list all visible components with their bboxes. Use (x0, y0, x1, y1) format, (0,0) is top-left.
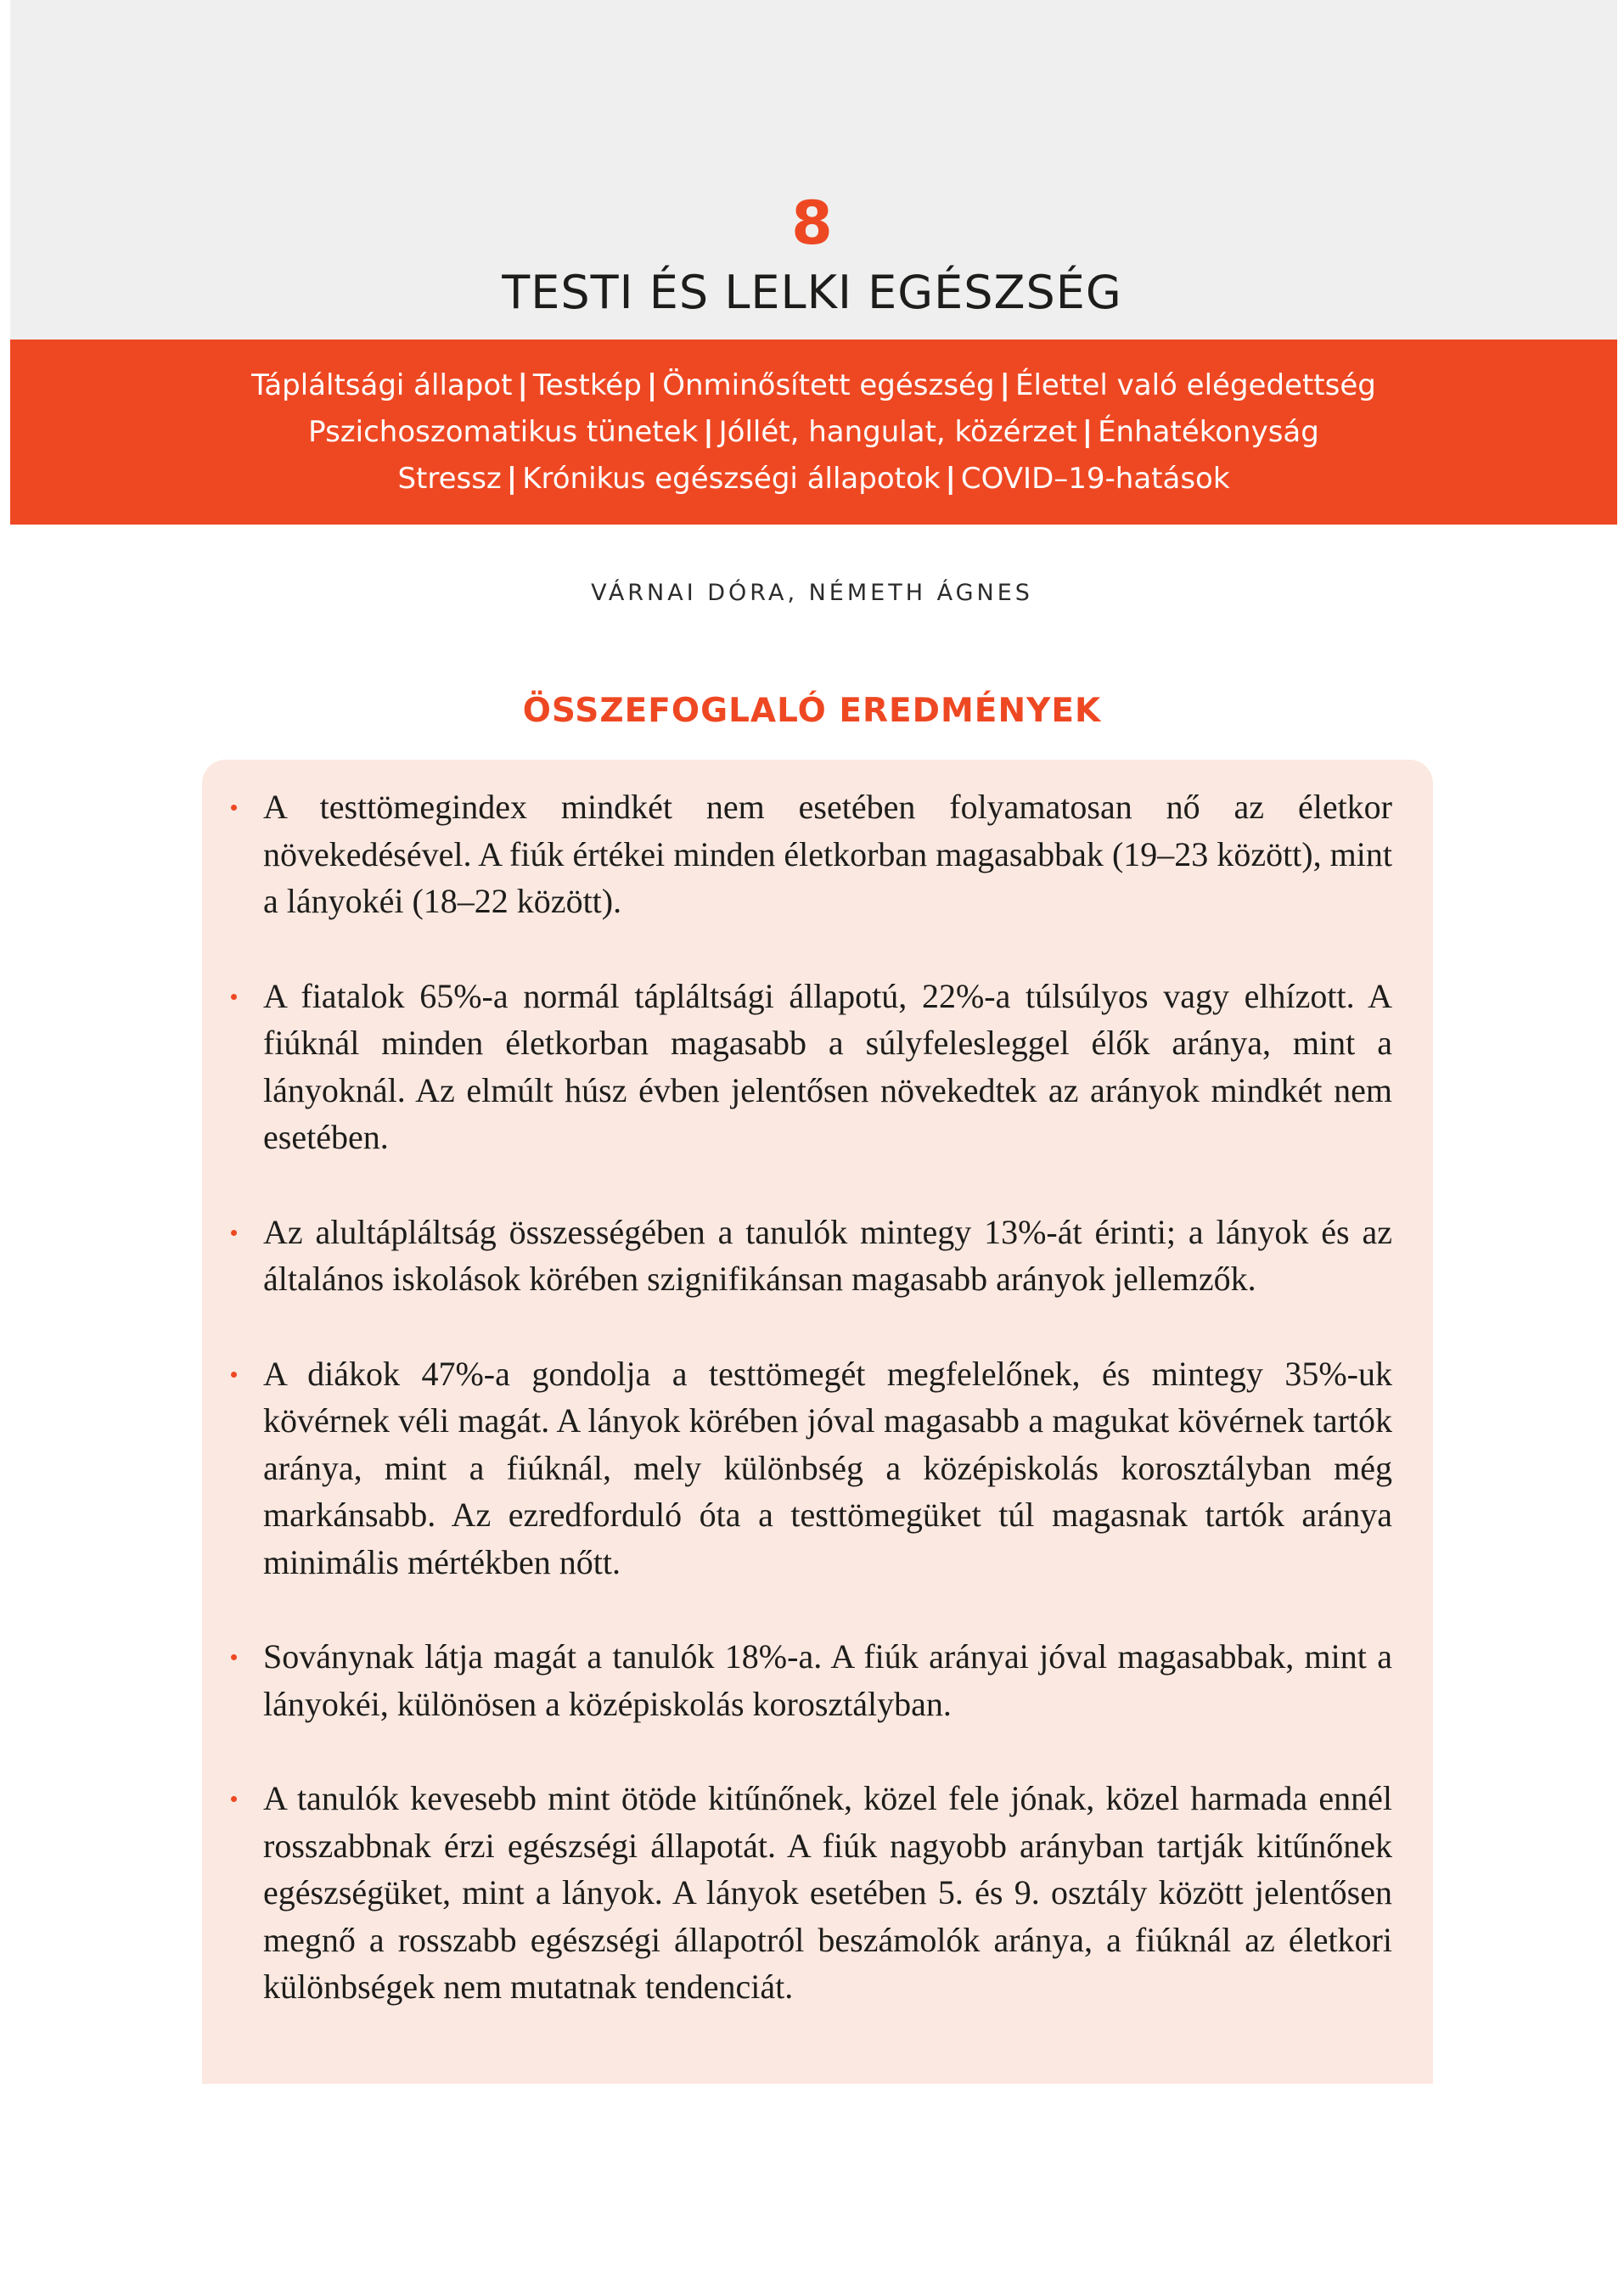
topic-item: Jóllét, hangulat, közérzet (718, 414, 1077, 449)
topic-separator: | (646, 368, 658, 402)
summary-bullet-text: A diákok 47%-a gondolja a testtömegét megfelelőnek, és mintegy 35%-uk kövérnek véli magát. A lányok körében jóval magasabb a magukat kövérnek tartók aránya, mint a fiúknál, mely különbség a középiskolás korosztályban még markánsabb. Az ezredforduló óta a testtömegüket túl magasnak tartók aránya minimális mértékben nőtt. (263, 1354, 1392, 1581)
summary-bullet-text: A testtömegindex mindkét nem esetében folyamatosan nő az életkor növekedésével. A fiúk értékei minden életkorban magasabbak (19–23 között), mint a lányokéi (18–22 között). (263, 788, 1392, 920)
topic-separator: | (703, 414, 714, 449)
summary-bullet (263, 1350, 1392, 1586)
summary-bullet-text: A fiatalok 65%-a normál tápláltsági állapotú, 22%-a túlsúlyos vagy elhízott. A fiúknál minden életkorban magasabb a súlyfelesleggel élők aránya, mint a lányoknál. Az elmúlt húsz évben jelentősen növekedtek az arányok mindkét nem esetében. (263, 976, 1392, 1156)
topic-separator: | (945, 461, 956, 496)
topic-separator: | (517, 368, 528, 402)
topic-separator: | (1082, 414, 1093, 449)
topics-line-3 (397, 456, 1229, 502)
bullet-dot-icon (231, 805, 237, 811)
bullet-dot-icon (231, 1796, 237, 1802)
summary-bullet (263, 1209, 1392, 1303)
summary-list (263, 783, 1392, 2058)
summary-bullet (263, 1633, 1392, 1727)
topic-item: Élettel való elégedettség (1014, 368, 1376, 402)
summary-bullet (263, 1775, 1392, 2011)
topic-item: Tápláltsági állapot (251, 368, 513, 402)
topic-item: Testkép (532, 368, 642, 402)
topic-item: Stressz (397, 461, 502, 496)
topic-item: Pszichoszomatikus tünetek (308, 414, 699, 449)
topics-band (10, 340, 1617, 525)
bullet-dot-icon (231, 1230, 237, 1236)
topic-item: Önminősített egészség (662, 368, 995, 402)
bullet-dot-icon (231, 1372, 237, 1378)
summary-bullet-text: Soványnak látja magát a tanulók 18%-a. A fiúk arányai jóval magasabbak, mint a lányokéi, különösen a középiskolás korosztályban. (263, 1637, 1392, 1723)
summary-bullet-text: Az alultápláltság összességében a tanulók mintegy 13%-át érinti; a lányok és az általános iskolások körében szignifikánsan magasabb arányok jellemzők. (263, 1212, 1392, 1298)
chapter-number: 8 (791, 188, 833, 258)
topic-separator: | (999, 368, 1010, 402)
authors: VÁRNAI DÓRA, NÉMETH ÁGNES (591, 580, 1033, 606)
summary-heading: ÖSSZEFOGLALÓ EREDMÉNYEK (522, 692, 1102, 730)
topic-separator: | (506, 461, 518, 496)
topic-item: COVID–19-hatások (960, 461, 1230, 496)
summary-bullet-text: A tanulók kevesebb mint ötöde kitűnőnek, közel fele jónak, közel harmada ennél rosszabbnak érzi egészségi állapotát. A fiúk nagyobb arányban tartják kitűnőnek egészségüket, mint a lányok. A lányok esetében 5. és 9. osztály között jelentősen megnő a rosszabb egészségi állapotról beszámolók aránya, a fiúknál az életkori különbségek nem mutatnak tendenciát. (263, 1779, 1392, 2006)
topic-item: Énhatékonyság (1098, 414, 1319, 449)
topics-line-1 (251, 362, 1376, 409)
summary-bullet (263, 973, 1392, 1161)
chapter-title: TESTI ÉS LELKI EGÉSZSÉG (502, 266, 1122, 319)
summary-box (202, 760, 1433, 2084)
summary-bullet (263, 783, 1392, 925)
bullet-dot-icon (231, 1654, 237, 1660)
bullet-dot-icon (231, 994, 237, 1000)
topic-item: Krónikus egészségi állapotok (522, 461, 941, 496)
topics-line-2 (308, 409, 1319, 456)
